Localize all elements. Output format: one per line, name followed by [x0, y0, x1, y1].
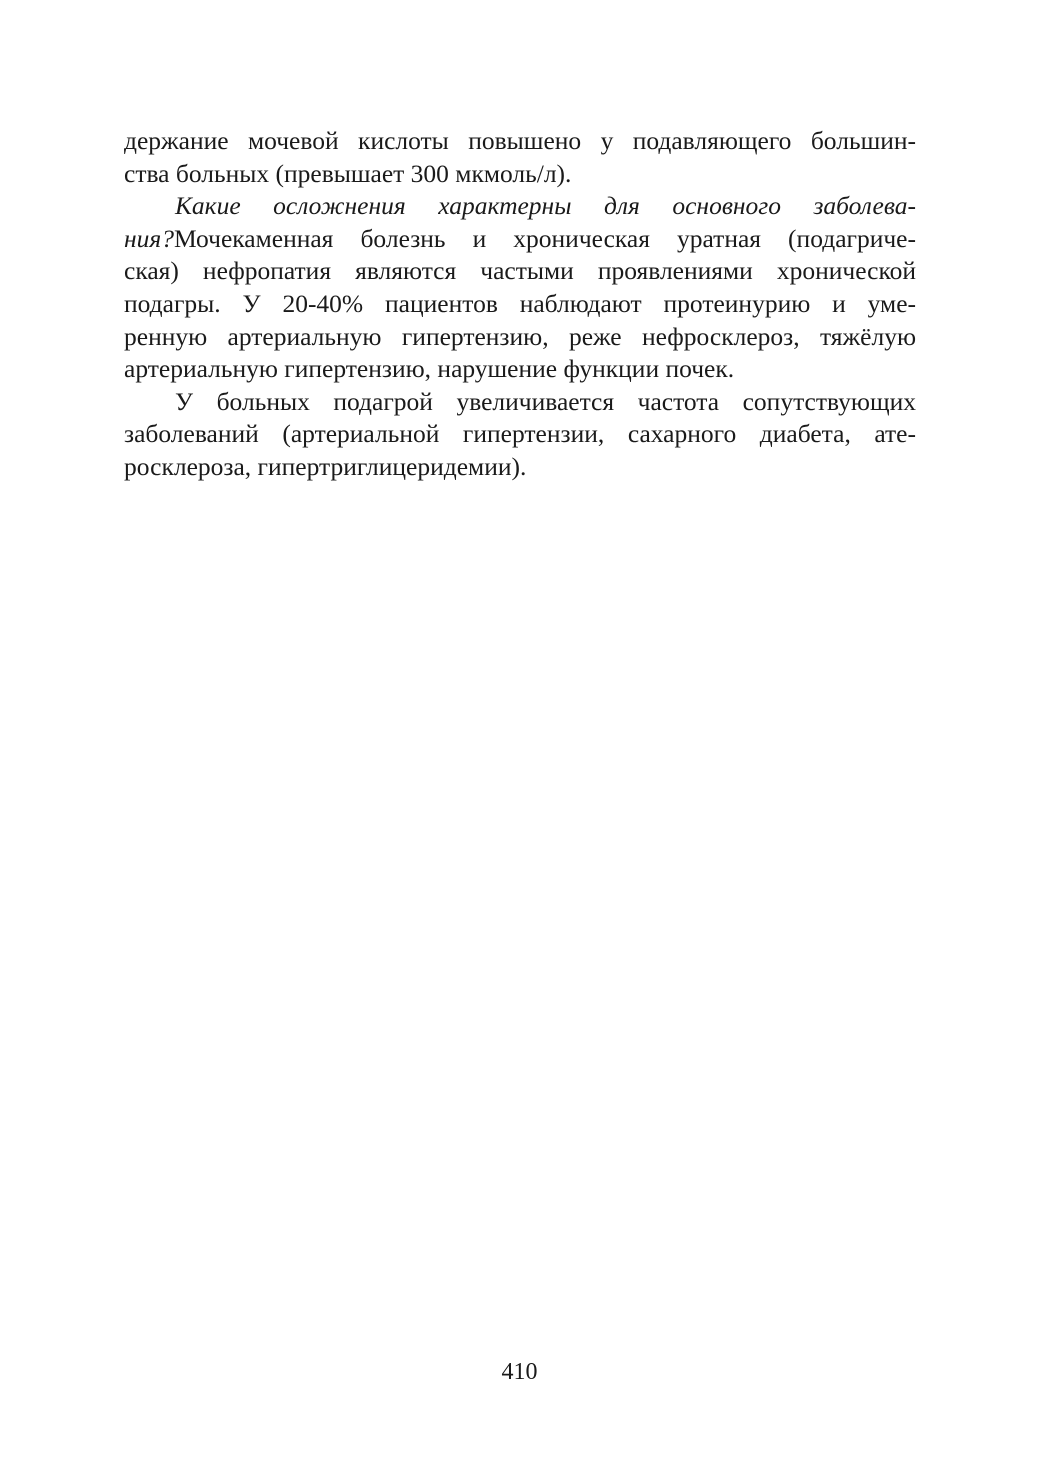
text-run: держание мочевой кислоты повышено у подавляющего большин- — [124, 126, 916, 155]
paragraph — [124, 386, 916, 484]
text-line — [124, 190, 916, 223]
paragraph — [124, 125, 916, 190]
text-line — [124, 353, 916, 386]
text-line — [124, 125, 916, 158]
text-run: росклероза, гипертриглицеридемии). — [124, 451, 527, 481]
text-line — [124, 321, 916, 354]
text-run: ренную артериальную гипертензию, реже нефросклероз, тяжёлую — [124, 321, 916, 351]
text-line — [124, 158, 916, 191]
text-line — [124, 288, 916, 321]
text-run: артериальную гипертензию, нарушение функции почек. — [124, 354, 735, 384]
text-line — [124, 223, 916, 256]
text-line — [124, 255, 916, 288]
page-body — [124, 125, 916, 484]
question-text: ния? — [124, 223, 175, 253]
text-line — [124, 386, 916, 419]
text-run: Мочекаменная болезнь и хроническая уратная (подагриче- — [174, 223, 916, 253]
question-text: Какие осложнения характерны для основного заболева- — [175, 191, 916, 221]
page-number: 410 — [501, 1359, 538, 1385]
text-line — [124, 451, 916, 484]
text-run: подагры. У 20-40% пациентов наблюдают протеинурию и уме- — [124, 288, 916, 318]
paragraph — [124, 190, 916, 386]
text-run: заболеваний (артериальной гипертензии, сахарного диабета, ате- — [124, 419, 916, 449]
text-run: ская) нефропатия являются частыми проявлениями хронической — [124, 256, 916, 286]
text-run: У больных подагрой увеличивается частота сопутствующих — [175, 386, 916, 416]
text-line — [124, 418, 916, 451]
text-run: ства больных (превышает 300 мкмоль/л). — [124, 158, 572, 188]
